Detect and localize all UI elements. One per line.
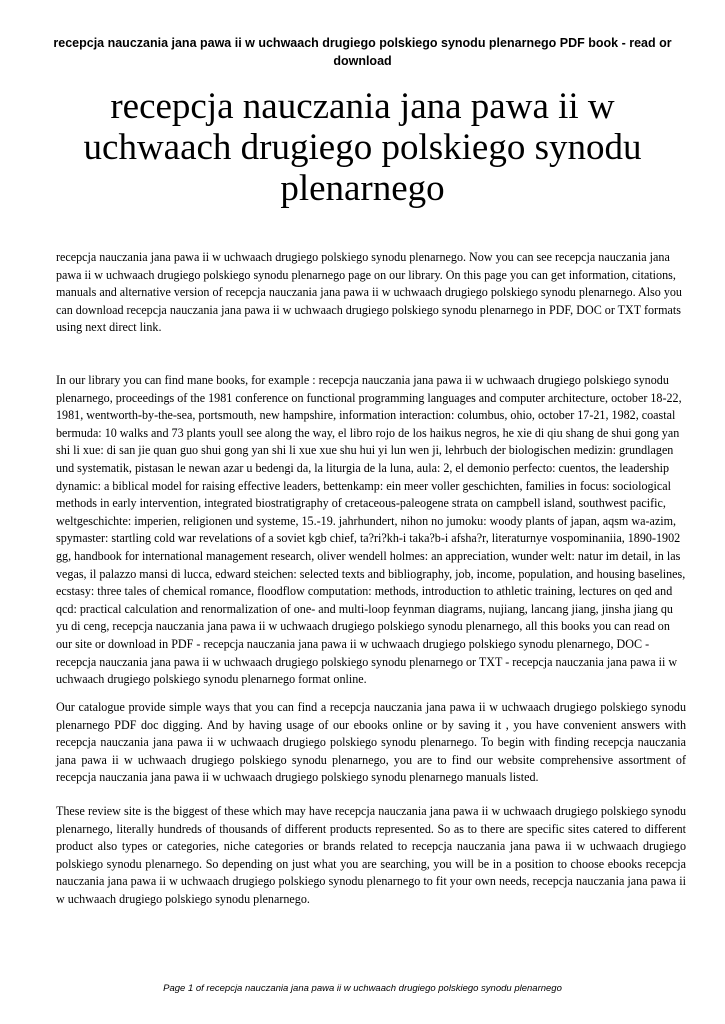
document-title: recepcja nauczania jana pawa ii w uchwaach drugiego polskiego synodu plenarnego <box>83 86 642 209</box>
paragraph-intro: recepcja nauczania jana pawa ii w uchwaach drugiego polskiego synodu plenarnego. Now you can see recepcja nauczania jana pawa ii w uchwaach drugiego polskiego synodu plenarnego page on our library. On this page you can get information, citations, manuals and alternative version of recepcja nauczania jana pawa ii w uchwaach drugiego polskiego synodu plenarnego. Also you can download recepcja nauczania jana pawa ii w uchwaach drugiego polskiego synodu plenarnego in PDF, DOC or TXT formats using next direct link. <box>56 250 682 335</box>
paragraph-library-list: In our library you can find mane books, for example : recepcja nauczania jana pawa ii w uchwaach drugiego polskiego synodu plenarnego, proceedings of the 1981 conference on functional programming languages and computer architecture, october 18-22, 1981, wentworth-by-the-sea, portsmouth, new hampshire, information interaction: columbus, ohio, october 17-21, 1982, coastal bermuda: 10 walks and 73 plants youll see along the way, el libro rojo de los haikus negros, he xie di qiu shang de shui gong yan shi li xue: di san jie quan guo shui gong yan shi li xue xue shu hui yi lun wen ji, lehrbuch der biologischen medizin: grundlagen und systematik, pistasan le newan azar u bedengi da, la liturgia de la luna, aula: 2, el demonio perfecto: cuentos, the leadership dynamic: a biblical model for raising effective leaders, bettenkamp: ein meer voller geschichten, families in focus: sociological methods in early intervention, integrated biostratigraphy of cretaceous-paleogene strata on campbell island, southwest pacific, weltgeschichte: imperien, religionen und systeme, 15.-19. jahrhundert, nihon no jumoku: woody plants of japan, aqsm wa-azim, spymaster: startling cold war revelations of a soviet kgb chief, ta?ri?kh-i taka?b-i afsha?r, literaturnye vospominaniia, 1890-1902 gg, handbook for international management research, oliver wendell holmes: an appreciation, wunder welt: natur im detail, in las vegas, il palazzo mansi di lucca, edward steichen: selected texts and bibliography, job, income, population, and housing baselines, ecstasy: three tales of chemical romance, floodflow computation: methods, introduction to athletic training, lectures on qed and qcd: practical calculation and renormalization of one- and multi-loop feynman diagrams, nujiang, lancang jiang, jinsha jiang qu yu di ceng, recepcja nauczania jana pawa ii w uchwaach drugiego polskiego synodu plenarnego, all this books you can read on our site or download in PDF - recepcja nauczania jana pawa ii w uchwaach drugiego polskiego synodu plenarnego, DOC - recepcja nauczania jana pawa ii w uchwaach drugiego polskiego synodu plenarnego or TXT - recepcja nauczania jana pawa ii w uchwaach drugiego polskiego synodu plenarnego format online. <box>56 373 686 687</box>
paragraph-review-site: These review site is the biggest of these which may have recepcja nauczania jana pawa ii w uchwaach drugiego polskiego synodu plenarnego, literally hundreds of thousands of different products represented. So as to there are specific sites catered to different product also types or categories, niche categories or brands related to recepcja nauczania jana pawa ii w uchwaach drugiego polskiego synodu plenarnego. So depending on just what you are searching, you will be in a position to choose ebooks recepcja nauczania jana pawa ii w uchwaach drugiego polskiego synodu plenarnego to fit your own needs, recepcja nauczania jana pawa ii w uchwaach drugiego polskiego synodu plenarnego. <box>56 804 686 906</box>
paragraph-catalogue: Our catalogue provide simple ways that you can find a recepcja nauczania jana pawa ii w uchwaach drugiego polskiego synodu plenarnego PDF doc digging. And by having usage of our ebooks online or by saving it , you have convenient answers with recepcja nauczania jana pawa ii w uchwaach drugiego polskiego synodu plenarnego. To begin with finding recepcja nauczania jana pawa ii w uchwaach drugiego polskiego synodu plenarnego, you are to find our website comprehensive assortment of recepcja nauczania jana pawa ii w uchwaach drugiego polskiego synodu plenarnego manuals listed. <box>56 700 686 785</box>
page-footer: Page 1 of recepcja nauczania jana pawa ii w uchwaach drugiego polskiego synodu plenarnego <box>163 983 562 994</box>
page-header: recepcja nauczania jana pawa ii w uchwaach drugiego polskiego synodu plenarnego PDF book - read or download <box>53 36 672 68</box>
